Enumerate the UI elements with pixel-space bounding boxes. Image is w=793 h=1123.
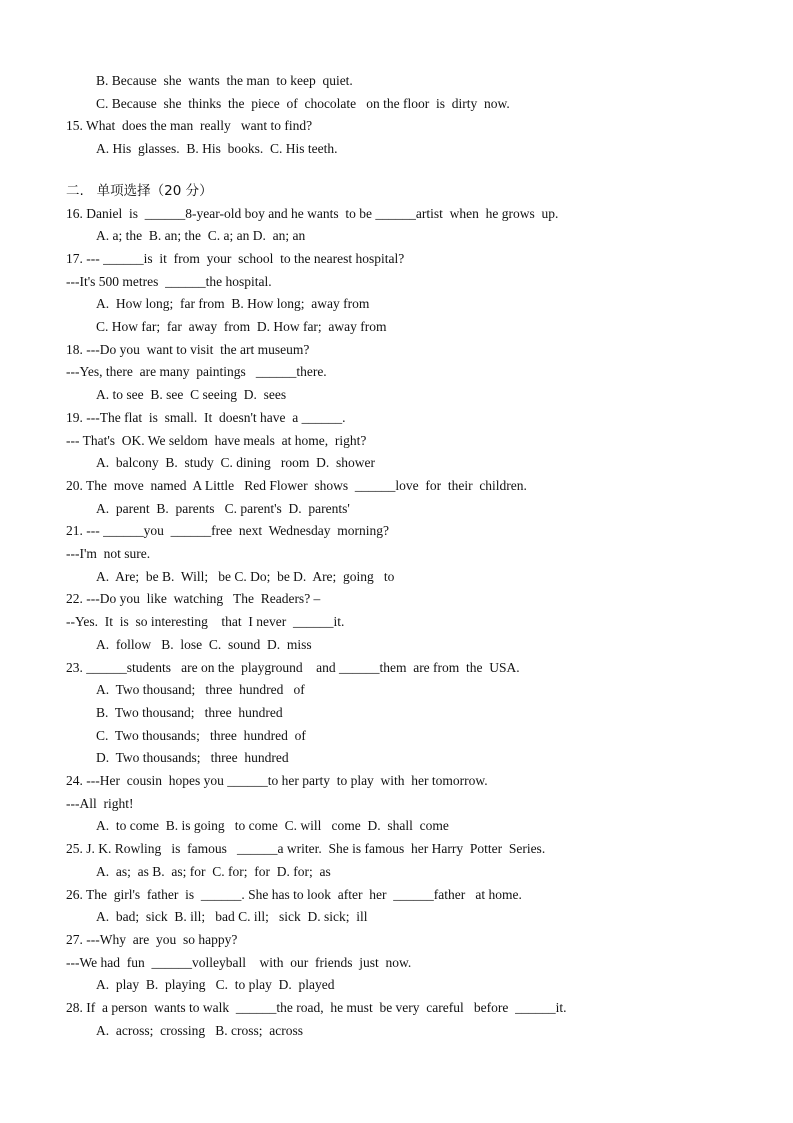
question-line: 25. J. K. Rowling is famous ______a writer. She is famous her Harry Potter Series. [66, 841, 546, 857]
question-line: 26. The girl's father is ______. She has to look after her ______father at home. [66, 886, 522, 902]
answer-options: A. Are; be B. Will; be C. Do; be D. Are; going to [96, 568, 395, 584]
answer-options: B. Two thousand; three hundred [96, 704, 283, 720]
answer-options: A. to come B. is going to come C. will come D. shall come [96, 818, 449, 834]
question-line: --- That's OK. We seldom have meals at home, right? [66, 432, 367, 448]
section-heading: 二. 单项选择（20 分） [66, 182, 213, 199]
answer-options: A. balcony B. study C. dining room D. shower [96, 455, 375, 471]
answer-options: C. Two thousands; three hundred of [96, 727, 306, 743]
question-line: 24. ---Her cousin hopes you ______to her party to play with her tomorrow. [66, 773, 488, 788]
question-line: 19. ---The flat is small. It doesn't have a ______. [66, 409, 346, 425]
question-line: --Yes. It is so interesting that I never ______it. [66, 614, 345, 630]
question-line: ---I'm not sure. [66, 546, 151, 561]
question-line: 18. ---Do you want to visit the art museum? [66, 341, 310, 357]
question-line: ---We had fun ______volleyball with our friends just now. [66, 954, 412, 970]
answer-options: A. Two thousand; three hundred of [96, 682, 305, 698]
question-line: 15. What does the man really want to find? [66, 118, 313, 134]
question-line: 28. If a person wants to walk ______the road, he must be very careful before ______it. [66, 1000, 567, 1015]
question-line: 20. The move named A Little Red Flower shows ______love for their children. [66, 477, 527, 493]
answer-options: A. to see B. see C seeing D. sees [96, 387, 287, 403]
question-line: 23. ______students are on the playground and ______them are from the USA. [66, 659, 520, 675]
question-line: 16. Daniel is ______8-year-old boy and he wants to be ______artist when he grows up. [66, 205, 559, 221]
question-line: ---Yes, there are many paintings ______there. [66, 364, 327, 380]
answer-options: B. Because she wants the man to keep quiet. [96, 73, 353, 88]
question-line: 27. ---Why are you so happy? [66, 931, 238, 947]
answer-options: A. How long; far from B. How long; away from [96, 296, 370, 312]
answer-options: A. a; the B. an; the C. a; an D. an; an [96, 228, 306, 244]
answer-options: A. as; as B. as; for C. for; for D. for; as [96, 863, 331, 879]
question-line: ---It's 500 metres ______the hospital. [66, 273, 272, 289]
answer-options: A. bad; sick B. ill; bad C. ill; sick D. sick; ill [96, 909, 368, 925]
answer-options: A. across; crossing B. cross; across [96, 1022, 303, 1038]
question-line: 21. --- ______you ______free next Wednesday morning? [66, 523, 389, 539]
question-line: ---All right! [66, 795, 134, 811]
answer-options: D. Two thousands; three hundred [96, 750, 289, 766]
question-line: 17. --- ______is it from your school to the nearest hospital? [66, 250, 405, 266]
question-line: 22. ---Do you like watching The Readers? – [66, 591, 321, 607]
answer-options: A. parent B. parents C. parent's D. parents' [96, 500, 350, 516]
answer-options: A. His glasses. B. His books. C. His teeth. [96, 141, 338, 157]
answer-options: C. How far; far away from D. How far; away from [96, 319, 387, 334]
answer-options: A. follow B. lose C. sound D. miss [96, 636, 312, 652]
answer-options: A. play B. playing C. to play D. played [96, 977, 335, 993]
answer-options: C. Because she thinks the piece of chocolate on the floor is dirty now. [96, 95, 510, 111]
